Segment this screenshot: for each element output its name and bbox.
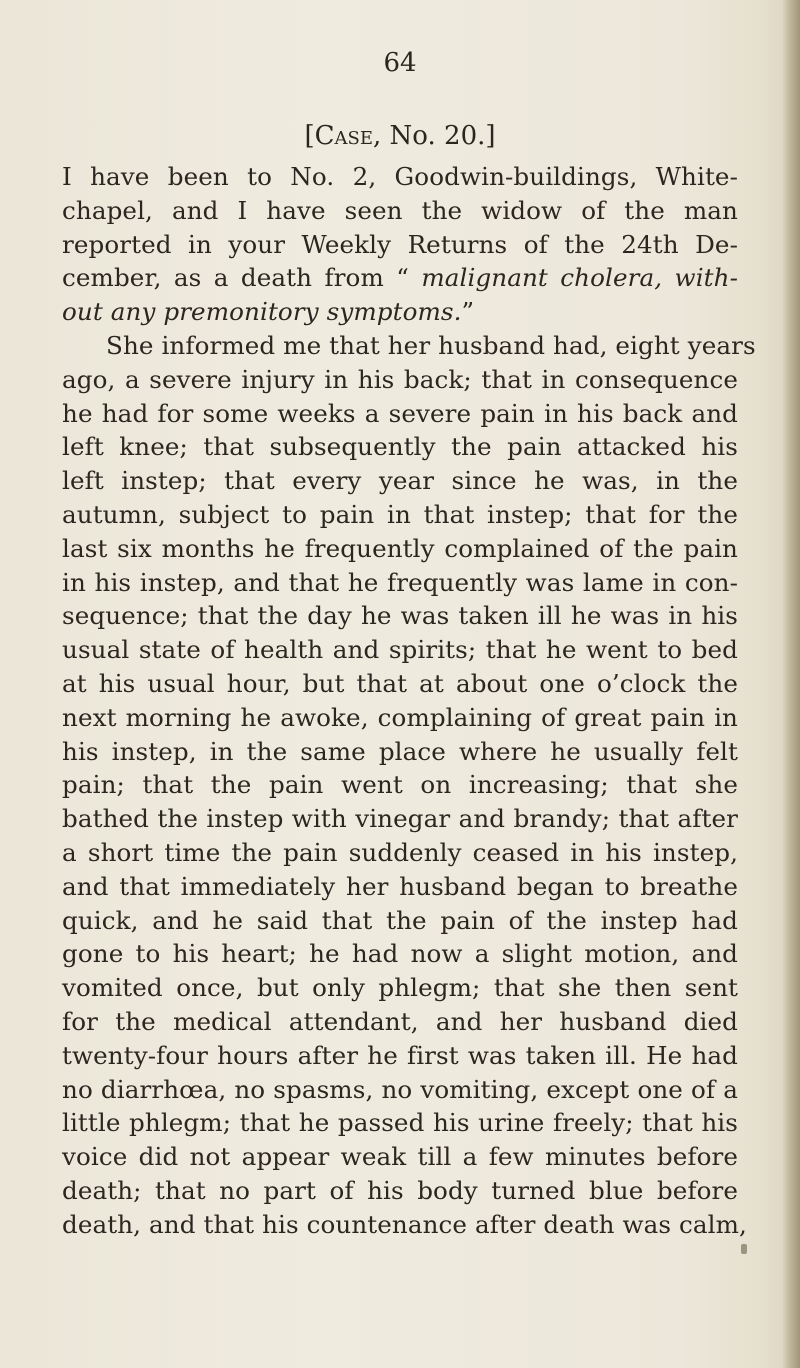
text-line: death, and that his countenance after death was calm, [62,1209,747,1239]
text-line: reported in your Weekly Returns of the 24th De- [62,229,738,259]
text-line: chapel, and I have seen the widow of the man [62,195,738,225]
text-line: at his usual hour, but that at about one o’clock the [62,668,738,698]
quoted-cause: malignant cholera, with- [421,263,739,293]
text-line: he had for some weeks a severe pain in his back and [62,398,738,428]
text-line: last six months he frequently complained of the pain [62,533,738,563]
case-heading-bracket: [ [304,121,315,151]
page-edge-shadow [782,0,800,1368]
text-line: quick, and he said that the pain of the instep had [62,905,738,935]
text-line: usual state of health and spirits; that he went to bed [62,635,738,665]
text-line: no diarrhœa, no spasms, no vomiting, except one of a [62,1074,738,1104]
text-line: little phlegm; that he passed his urine freely; that his [62,1108,738,1138]
text-line-with-quote: cember, as a death from “ malignant cholera, with- [62,263,739,293]
text-line: vomited once, but only phlegm; that she then sent [62,973,738,1003]
text-line: his instep, in the same place where he usually felt [62,736,738,766]
text-line: death; that no part of his body turned blue before [62,1175,738,1205]
text-line: I have been to No. 2, Goodwin-buildings, White- [62,162,738,191]
text-line: left knee; that subsequently the pain attacked his [62,432,738,462]
text-line: gone to his heart; he had now a slight motion, and [62,939,738,969]
quoted-cause-cont: out any premonitory symptoms. [62,297,462,327]
text-line: a short time the pain suddenly ceased in his instep, [62,837,738,867]
text-line: bathed the instep with vinegar and brandy; that after [62,804,738,834]
text-line: voice did not appear weak till a few minutes before [62,1142,738,1172]
ink-mark [741,1244,747,1254]
body-text [62,160,756,1242]
text-line: twenty-four hours after he first was taken ill. He had [62,1040,738,1070]
text-line: sequence; that the day he was taken ill he was in his [62,601,738,631]
case-heading [0,120,800,152]
text-line-with-quote: out any premonitory symptoms.” [62,297,475,327]
text-line: next morning he awoke, complaining of great pain in [62,702,738,732]
case-heading-word: Case [314,121,374,151]
page-number: 64 [383,48,417,78]
text-line: ago, a severe injury in his back; that in consequence [62,364,738,394]
case-heading-number: , No. 20.] [373,121,496,151]
text-line: left instep; that every year since he was, in the [62,466,738,496]
text-line: for the medical attendant, and her husband died [62,1006,738,1036]
text-line: in his instep, and that he frequently was lame in con- [62,567,738,597]
text-line: pain; that the pain went on increasing; that she [62,770,738,800]
text-line: She informed me that her husband had, eight years [106,330,756,360]
text-line: and that immediately her husband began to breathe [62,871,738,901]
text-line: autumn, subject to pain in that instep; that for the [62,499,738,529]
